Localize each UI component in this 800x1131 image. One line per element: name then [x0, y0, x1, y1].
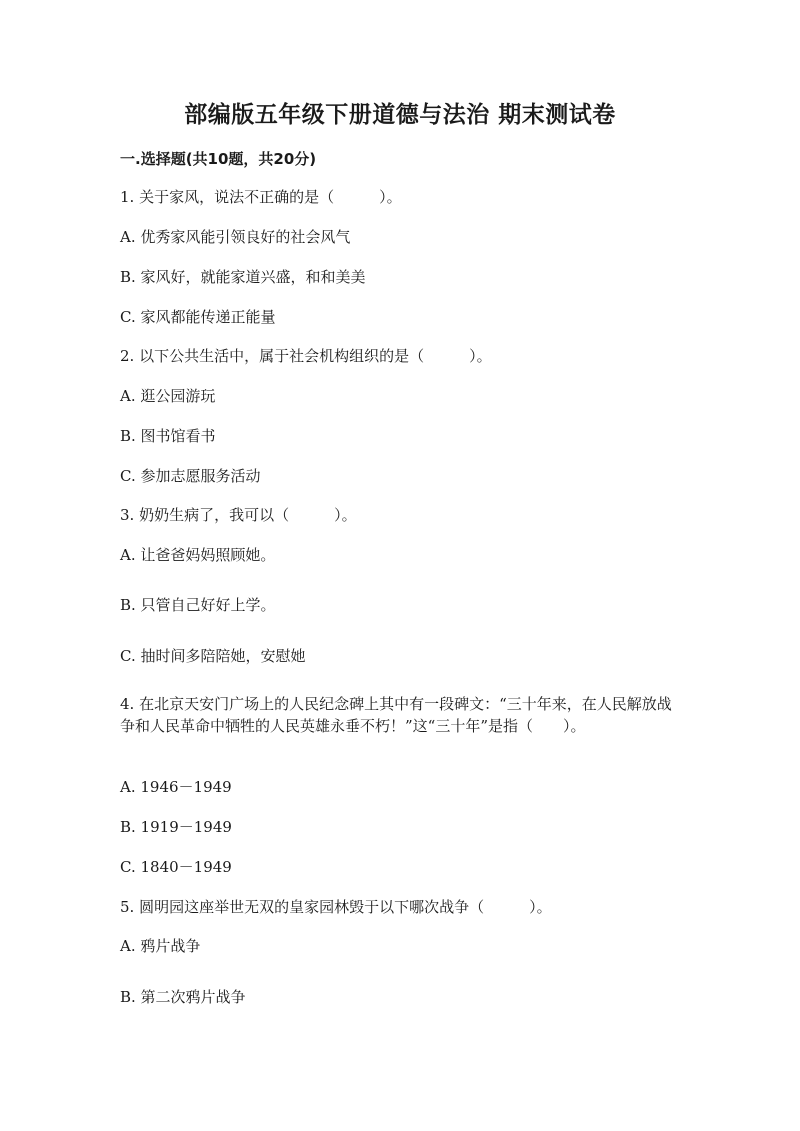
question-2-option-c: C. 参加志愿服务活动: [120, 467, 261, 485]
question-5-stem: 5. 圆明园这座举世无双的皇家园林毁于以下哪次战争（ ）。: [120, 898, 552, 916]
question-3-stem: 3. 奶奶生病了，我可以（ ）。: [120, 506, 357, 524]
question-4-option-c: C. 1840－1949: [120, 858, 232, 876]
question-1-option-c: C. 家风都能传递正能量: [120, 308, 276, 326]
question-4-option-a: A. 1946－1949: [120, 778, 232, 796]
question-2-option-a: A. 逛公园游玩: [120, 387, 216, 405]
question-3-option-b: B. 只管自己好好上学。: [120, 596, 276, 614]
question-5-option-a: A. 鸦片战争: [120, 937, 201, 955]
question-3-option-a: A. 让爸爸妈妈照顾她。: [120, 546, 276, 564]
question-2-option-b: B. 图书馆看书: [120, 427, 216, 445]
question-3-option-c: C. 抽时间多陪陪她，安慰她: [120, 647, 306, 665]
question-4-stem: 4. 在北京天安门广场上的人民纪念碑上其中有一段碑文：“三十年来，在人民解放战争和人民革命中牺牲的人民英雄永垂不朽！”这“三十年”是指（ ）。: [120, 695, 672, 735]
question-5-option-b: B. 第二次鸦片战争: [120, 988, 246, 1006]
page-title: 部编版五年级下册道德与法治 期末测试卷: [184, 102, 616, 128]
question-2-stem: 2. 以下公共生活中，属于社会机构组织的是（ ）。: [120, 347, 492, 365]
question-1-option-a: A. 优秀家风能引领良好的社会风气: [120, 228, 351, 246]
question-4-option-b: B. 1919－1949: [120, 818, 232, 836]
question-1-stem: 1. 关于家风，说法不正确的是（ ）。: [120, 188, 402, 206]
section-heading: 一.选择题(共10题，共20分): [120, 150, 317, 168]
question-1-option-b: B. 家风好，就能家道兴盛，和和美美: [120, 268, 366, 286]
